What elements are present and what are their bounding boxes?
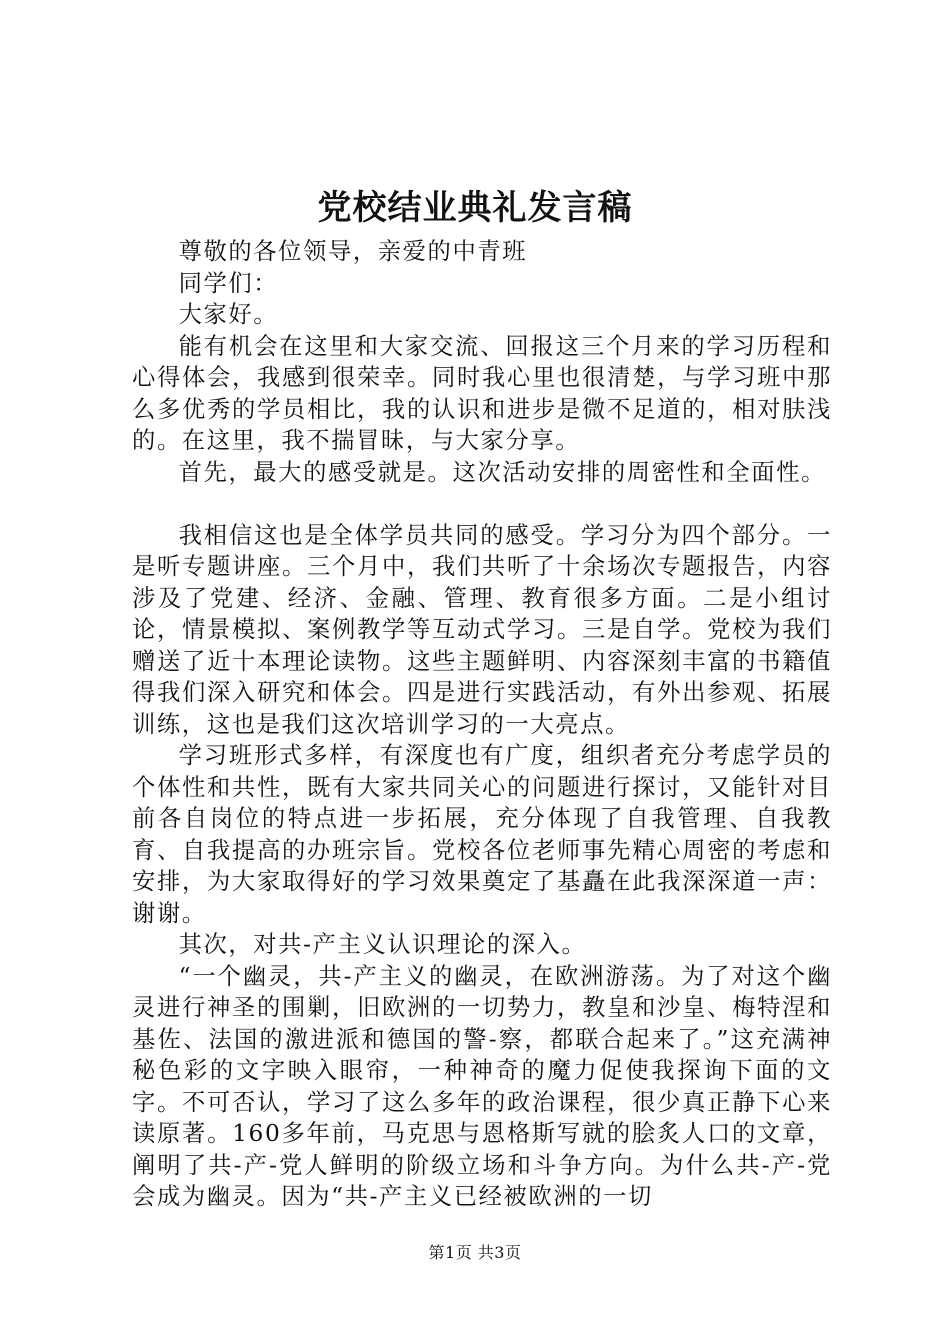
paragraph-four-parts: 我相信这也是全体学员共同的感受。学习分为四个部分。一是听专题讲座。三个月中，我们共听了十余场次专题报告，内容涉及了党建、经济、金融、管理、教育很多方面。二是小组讨论，情景模拟、案例教学等互动式学习。三是自学。党校为我们赠送了近十本理论读物。这些主题鲜明、内容深刻丰富的书籍值得我们深入研究和体会。四是进行实践活动，有外出参观、拓展训练，这也是我们这次培训学习的一大亮点。 — [132, 521, 832, 738]
salutation-line-2: 同学们： — [178, 269, 279, 297]
document-body — [132, 236, 832, 1213]
paragraph-second-point: 其次，对共-产主义认识理论的深入。 — [178, 931, 587, 958]
document-title: 党校结业典礼发言稿 — [317, 188, 633, 228]
paragraph-forms: 学习班形式多样，有深度也有广度，组织者充分考虑学员的个体性和共性，既有大家共同关心的问题进行探讨，又能针对目前各自岗位的特点进一步拓展，充分体现了自我管理、自我教育、自我提高的办班宗旨。党校各位老师事先精心周密的考虑和安排，为大家取得好的学习效果奠定了基矗在此我深深道一声：谢谢。 — [132, 742, 832, 927]
paragraph-quote: “一个幽灵，共-产主义的幽灵，在欧洲游荡。为了对这个幽灵进行神圣的围剿，旧欧洲的一切势力，教皇和沙皇、梅特涅和基佐、法国的激进派和德国的警-察，都联合起来了。”这充满神秘色彩的文字映入眼帘，一种神奇的魔力促使我探询下面的文字。不可否认，学习了这么多年的政治课程，很少真正静下心来读原著。160多年前，马克思与恩格斯写就的脍炙人口的文章，阐明了共-产-党人鲜明的阶级立场和斗争方向。为什么共-产-党会成为幽灵。因为“共-产主义已经被欧洲的一切 — [132, 962, 832, 1210]
greeting: 大家好。 — [178, 301, 279, 328]
paragraph-intro: 能有机会在这里和大家交流、回报这三个月来的学习历程和心得体会，我感到很荣幸。同时我心里也很清楚，与学习班中那么多优秀的学员相比，我的认识和进步是微不足道的，相对肤浅的。在这里，我不揣冒昧，与大家分享。 — [132, 332, 832, 454]
page-footer: 第1页 共3页 — [428, 1243, 522, 1262]
salutation-line-1: 尊敬的各位领导，亲爱的中青班 — [178, 238, 528, 265]
paragraph-first-point: 首先，最大的感受就是。这次活动安排的周密性和全面性。 — [178, 458, 826, 486]
